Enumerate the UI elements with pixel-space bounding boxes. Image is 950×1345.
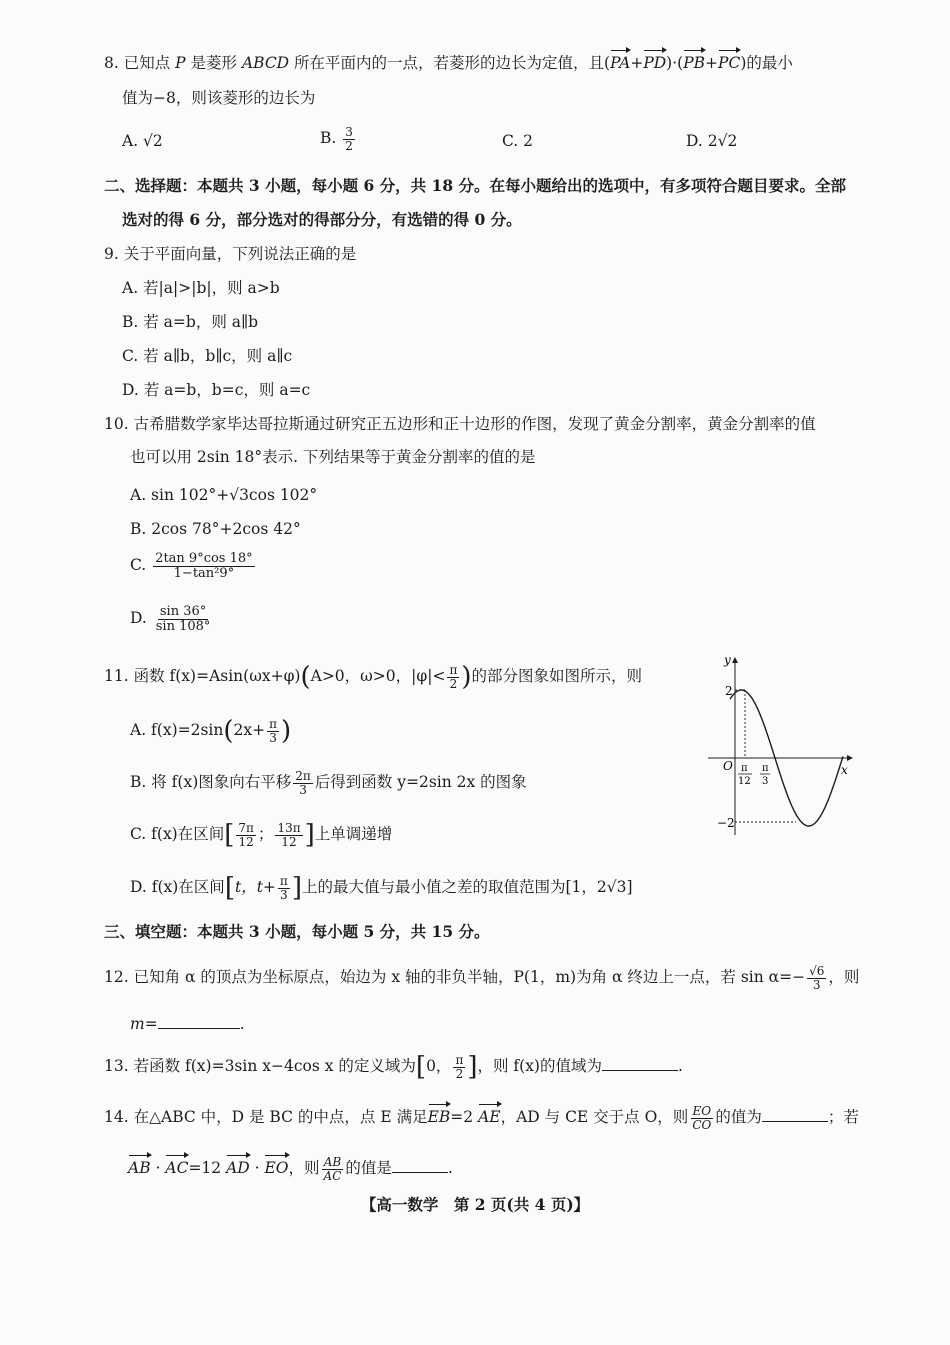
q10-option-d: D. $\frac{\sin 36^\circ}{\sin 108^\circ}$ <box>130 604 211 634</box>
q11-option-c: C. f(x)在区间[ $\frac{7\pi}{12}$ ； $\frac{13\pi}{12}$ ]上单调递增 <box>130 820 393 851</box>
q8-option-a: A. √2 <box>122 132 163 150</box>
q11-option-a: A. f(x)=2sin(2x+ $\frac{\pi}{3}$ ) <box>130 716 292 747</box>
q9-stem: 9. 关于平面向量，下列说法正确的是 <box>104 245 357 263</box>
tick2-den: 3 <box>762 776 769 787</box>
q11-option-d: D. f(x)在区间[t，t+ $\frac{\pi}{3}$ ]上的最大值与最小值之差的取值范围为[1，2√3] <box>130 873 633 904</box>
q8-option-b: B. $\frac{3}{2}$ <box>320 125 353 153</box>
q10-option-a: A. sin 102°+√3cos 102° <box>130 486 318 504</box>
q14-line1: 14. 在△ABC 中，D 是 BC 的中点，点 E 满足EB=2 AE，AD 与 CE 交于点 O，则 $\frac{EO}{CO}$ 的值为 ；若 <box>104 1104 859 1132</box>
q8-line2: 值为−8，则该菱形的边长为 <box>122 89 316 107</box>
q13-answer-blank[interactable] <box>602 1056 678 1071</box>
vector-pb: PB <box>683 54 706 72</box>
q11-stem: 11. 函数 f(x)=Asin(ωx+φ)(A>0，ω>0，|φ|< $\frac{\pi}{2}$ )的部分图象如图所示，则 <box>104 662 643 693</box>
q10-option-c: C. $\frac{2\tan 9^\circ\cos 18^\circ}{\text{1−tan²9°}}$ <box>130 551 253 581</box>
q10-option-b: B. 2cos 78°+2cos 42° <box>130 520 301 538</box>
q9-option-d: D. 若 a=b，b=c，则 a=c <box>122 381 311 399</box>
section2-heading-cont: 选对的得 6 分，部分选对的得部分分，有选错的得 0 分。 <box>122 210 522 229</box>
q8-option-c: C. 2 <box>502 132 534 150</box>
tick1-num: π <box>741 763 748 774</box>
q10-line1: 10. 古希腊数学家毕达哥拉斯通过研究正五边形和正十边形的作图，发现了黄金分割率，黄金分割率的值 <box>104 415 816 433</box>
y-max-label: 2 <box>725 684 733 698</box>
q12-answer-blank[interactable] <box>158 1014 240 1029</box>
y-min-label: −2 <box>717 816 735 830</box>
sine-graph <box>700 650 860 840</box>
vector-pc: PC <box>718 54 741 72</box>
q12-line2: m= . <box>130 1015 245 1033</box>
page-footer: 【高一数学 第 2 页(共 4 页)】 <box>360 1195 590 1214</box>
q14-answer-blank-2[interactable] <box>392 1158 448 1173</box>
section2-heading: 二、选择题：本题共 3 小题，每小题 6 分，共 18 分。在每小题给出的选项中，有多项符合题目要求。全部 <box>104 176 847 195</box>
vector-pd: PD <box>643 54 667 72</box>
tick1-den: 12 <box>738 776 751 787</box>
section3-heading: 三、填空题：本题共 3 小题，每小题 5 分，共 15 分。 <box>104 922 490 941</box>
q13-line: 13. 若函数 f(x)=3sin x−4cos x 的定义域为[0， $\frac{\pi}{2}$ ]，则 f(x)的值域为 . <box>104 1052 683 1083</box>
q12-line1: 12. 已知角 α 的顶点为坐标原点，始边为 x 轴的非负半轴，P(1，m)为角 α 终边上一点，若 sin α=− $\frac{√6}{3}$ ，则 <box>104 964 860 992</box>
q9-option-a: A. 若|a|>|b|，则 a>b <box>122 279 280 297</box>
y-axis-label: y <box>724 653 731 667</box>
origin-label: O <box>723 759 733 773</box>
q8-line1: 8. 已知点 P 是菱形 ABCD 所在平面内的一点，若菱形的边长为定值，且(PA+PD)·(PB+PC)的最小 <box>104 54 793 72</box>
q14-answer-blank-1[interactable] <box>762 1107 828 1122</box>
q10-line2: 也可以用 2sin 18°表示. 下列结果等于黄金分割率的值的是 <box>130 448 536 466</box>
vector-pa: PA <box>610 54 631 72</box>
q9-option-b: B. 若 a=b，则 a∥b <box>122 313 259 331</box>
q11-option-b: B. 将 f(x)图象向右平移 $\frac{2\pi}{3}$ 后得到函数 y=2sin 2x 的图象 <box>130 769 527 797</box>
q9-option-c: C. 若 a∥b，b∥c，则 a∥c <box>122 347 293 365</box>
tick2-num: π <box>762 763 769 774</box>
x-axis-label: x <box>841 763 848 777</box>
q8-option-d: D. 2√2 <box>686 132 738 150</box>
q14-line2: AB · AC=12 AD · EO，则 $\frac{AB}{AC}$ 的值是 . <box>128 1155 453 1183</box>
